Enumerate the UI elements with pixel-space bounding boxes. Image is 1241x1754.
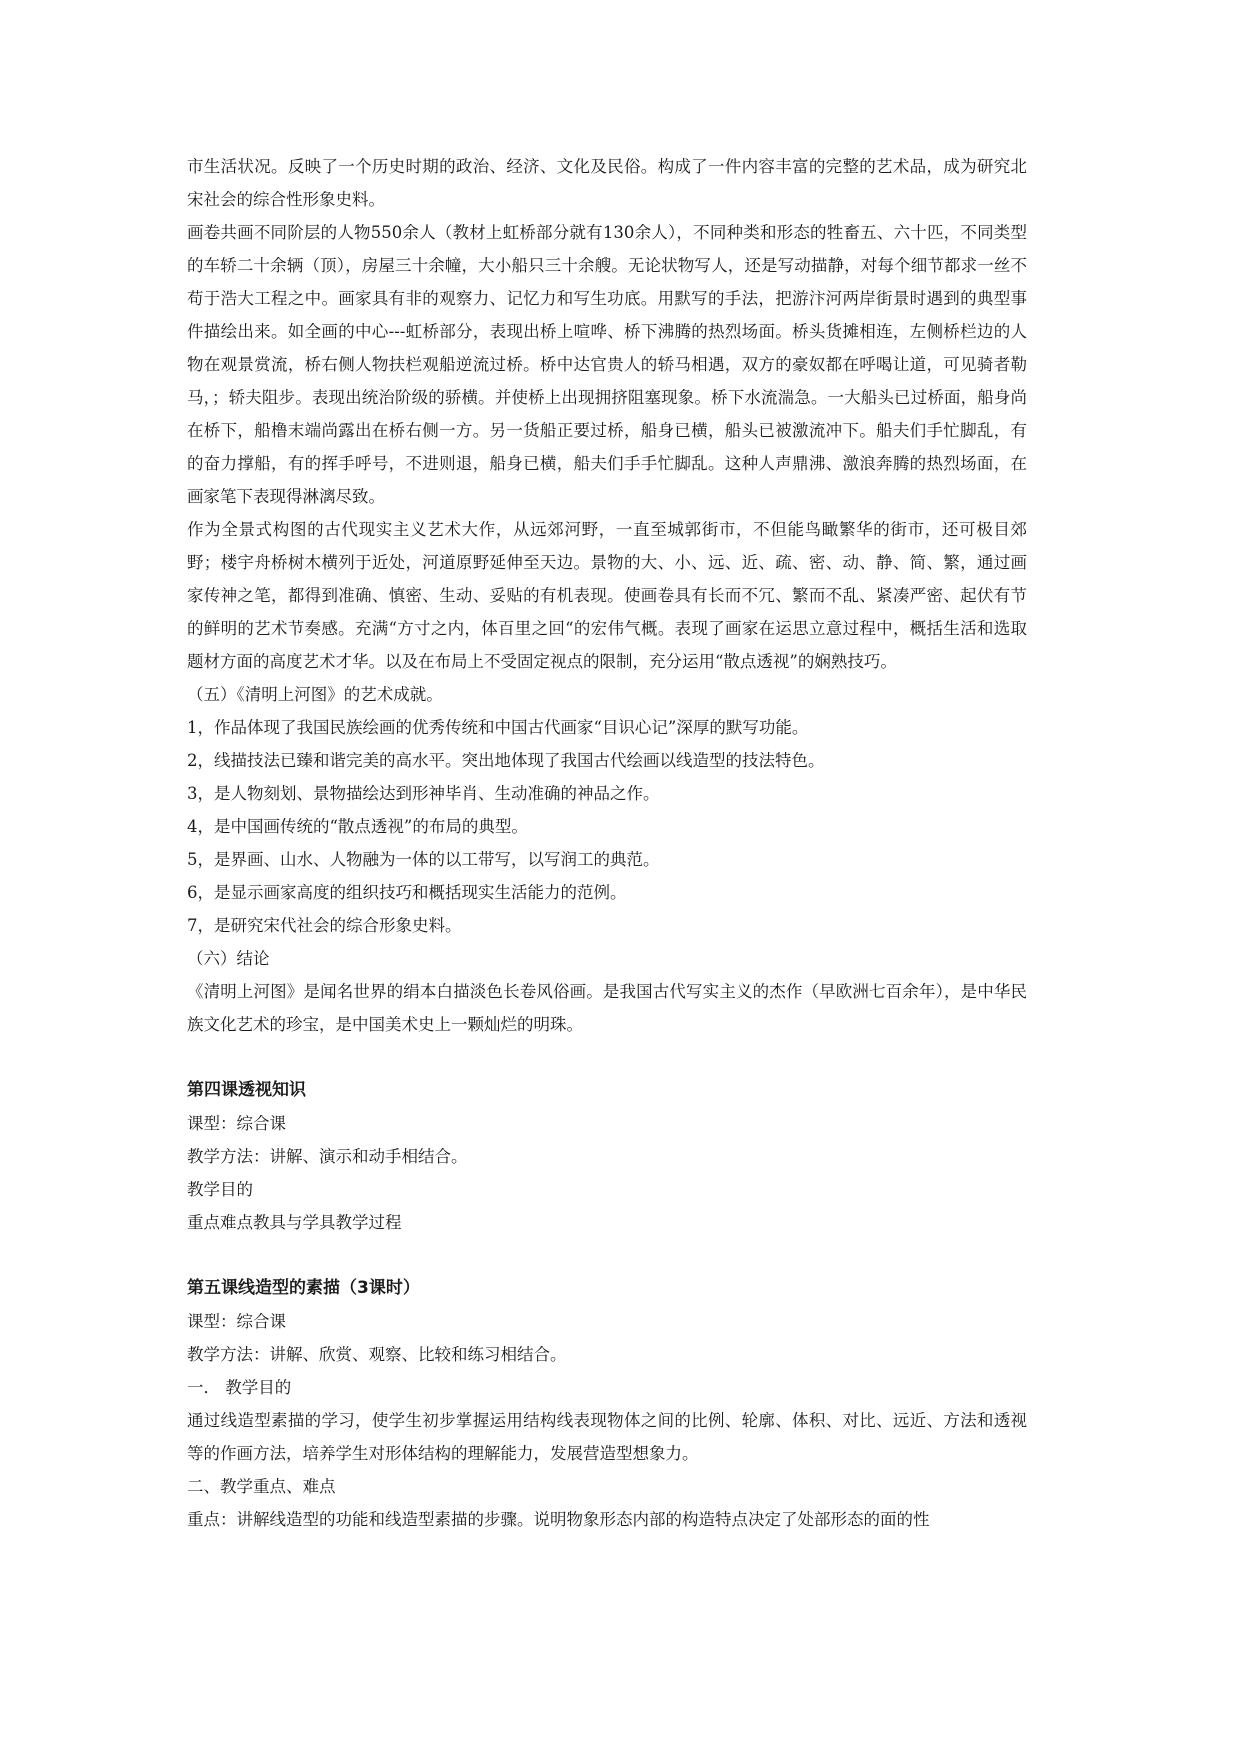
list-item: 5，是界画、山水、人物融为一体的以工带写，以写润工的典范。 <box>187 850 660 869</box>
section-heading: 一． 教学目的 <box>187 1378 292 1397</box>
list-item: 7，是研究宋代社会的综合形象史料。 <box>187 916 462 935</box>
list-item: 2，线描技法已臻和谐完美的高水平。突出地体现了我国古代绘画以线造型的技法特色。 <box>187 751 825 770</box>
lesson-method: 教学方法：讲解、欣赏、观察、比较和练习相结合。 <box>187 1345 567 1364</box>
list-item: 6，是显示画家高度的组织技巧和概括现实生活能力的范例。 <box>187 883 627 902</box>
paragraph: 重点：讲解线造型的功能和线造型素描的步骤。说明物象形态内部的构造特点决定了处部形态的面的性 <box>187 1510 930 1529</box>
paragraph: 画卷共画不同阶层的人物550余人（教材上虹桥部分就有130余人），不同种类和形态的牲畜五、六十匹，不同类型的车轿二十余辆（顶），房屋三十余幢，大小船只三十余艘。无论状物写人，还是写动描静，对每个细节都求一丝不苟于浩大工程之中。画家具有非的观察力、记忆力和写生功底。用默写的手法，把游汴河两岸街景时遇到的典型事件描绘出来。如全画的中心---虹桥部分，表现出桥上喧哗、桥下沸腾的热烈场面。桥头货摊相连，左侧桥栏边的人物在观景赏流，桥右侧人物扶栏观船逆流过桥。桥中达官贵人的轿马相遇，双方的豪奴都在呼喝让道，可见骑者勒马，；轿夫阻步。表现出统治阶级的骄横。并使桥上出现拥挤阻塞现象。桥下水流湍急。一大船头已过桥面，船身尚在桥下，船橹末端尚露出在桥右侧一方。另一货船正要过桥，船身已横，船头已被激流冲下。船夫们手忙脚乱，有的奋力撑船，有的挥手呼号，不进则退，船身已横，船夫们手手忙脚乱。这种人声鼎沸、激浪奔腾的热烈场面，在画家笔下表现得淋漓尽致。 <box>187 223 1027 506</box>
lesson-type: 课型：综合课 <box>187 1114 286 1133</box>
subsection-heading: （五）《清明上河图》的艺术成就。 <box>187 685 443 704</box>
lesson-goal: 教学目的 <box>187 1180 253 1199</box>
lesson-type: 课型：综合课 <box>187 1312 286 1331</box>
paragraph: 作为全景式构图的古代现实主义艺术大作，从远郊河野，一直至城郭街市，不但能鸟瞰繁华的街市，还可极目郊野；楼宇舟桥树木横列于近处，河道原野延伸至天边。景物的大、小、远、近、疏、密、动、静、简、繁，通过画家传神之笔，都得到准确、慎密、生动、妥贴的有机表现。使画卷具有长而不冗、繁而不乱、紧凑严密、起伏有节的鲜明的艺术节奏感。充满“方寸之内，体百里之回“的宏伟气概。表现了画家在运思立意过程中，概括生活和选取题材方面的高度艺术才华。以及在布局上不受固定视点的限制，充分运用“散点透视”的娴熟技巧。 <box>187 520 1027 671</box>
list-item: 4，是中国画传统的“散点透视”的布局的典型。 <box>187 817 528 836</box>
lesson-title: 第四课透视知识 <box>187 1080 306 1100</box>
section-heading: 二、教学重点、难点 <box>187 1477 336 1496</box>
paragraph: 市生活状况。反映了一个历史时期的政治、经济、文化及民俗。构成了一件内容丰富的完整的艺术品，成为研究北宋社会的综合性形象史料。 <box>187 157 1027 209</box>
paragraph: 《清明上河图》是闻名世界的绢本白描淡色长卷风俗画。是我国古代写实主义的杰作（早欧洲七百余年），是中华民族文化艺术的珍宝，是中国美术史上一颗灿烂的明珠。 <box>187 982 1027 1034</box>
paragraph: 通过线造型素描的学习，使学生初步掌握运用结构线表现物体之间的比例、轮廓、体积、对比、远近、方法和透视等的作画方法，培养学生对形体结构的理解能力，发展营造型想象力。 <box>187 1411 1027 1463</box>
list-item: 3，是人物刻划、景物描绘达到形神毕肖、生动准确的神品之作。 <box>187 784 660 803</box>
lesson-keypoints: 重点难点教具与学具教学过程 <box>187 1213 402 1232</box>
lesson-method: 教学方法：讲解、演示和动手相结合。 <box>187 1147 468 1166</box>
subsection-heading: （六）结论 <box>187 949 270 968</box>
document-page <box>187 150 1027 1536</box>
lesson-title: 第五课线造型的素描（3课时） <box>187 1278 420 1298</box>
list-item: 1，作品体现了我国民族绘画的优秀传统和中国古代画家“目识心记”深厚的默写功能。 <box>187 718 809 737</box>
